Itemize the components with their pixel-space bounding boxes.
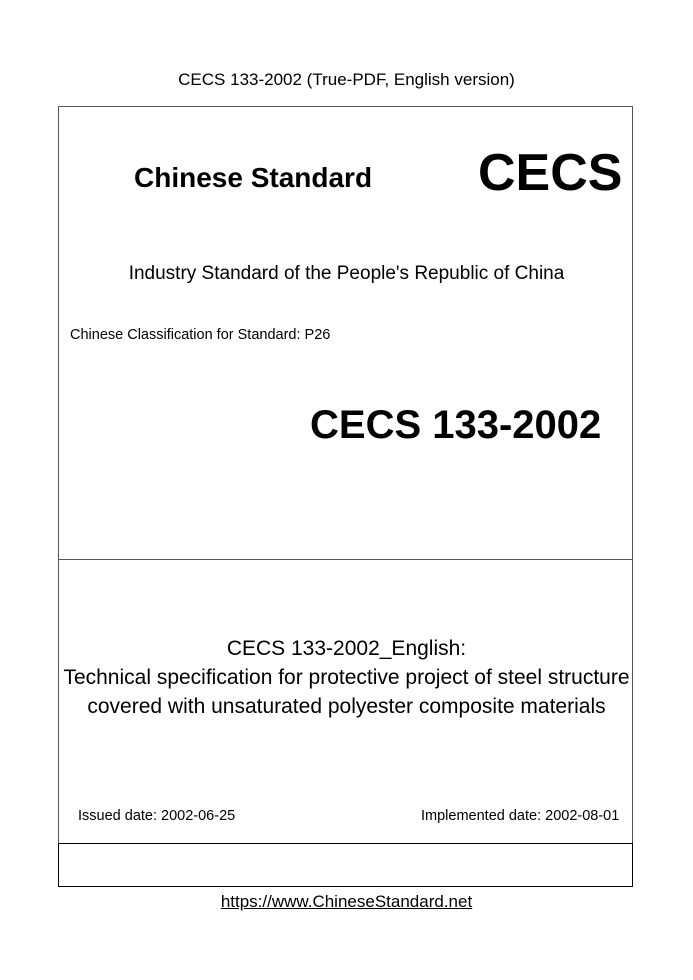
document-title-block <box>60 634 633 721</box>
title-line-2: Technical specification for protective project of steel structure <box>63 666 630 689</box>
standard-number: CECS 133-2002 <box>310 403 602 447</box>
cover-bottom-frame <box>58 843 633 887</box>
issued-date: Issued date: 2002-06-25 <box>78 808 236 824</box>
document-header-title: CECS 133-2002 (True-PDF, English version) <box>178 70 515 89</box>
classification-line: Chinese Classification for Standard: P26 <box>70 327 331 343</box>
cecs-mark: CECS <box>478 144 623 202</box>
implemented-date: Implemented date: 2002-08-01 <box>421 808 620 824</box>
title-line-1: CECS 133-2002_English: <box>226 637 467 660</box>
footer-website-link[interactable]: https://www.ChineseStandard.net <box>220 892 473 911</box>
title-line-3: covered with unsaturated polyester composite materials <box>87 695 606 718</box>
cover-heading: Chinese Standard <box>134 162 373 193</box>
industry-standard-line: Industry Standard of the People's Republic of China <box>128 263 565 284</box>
